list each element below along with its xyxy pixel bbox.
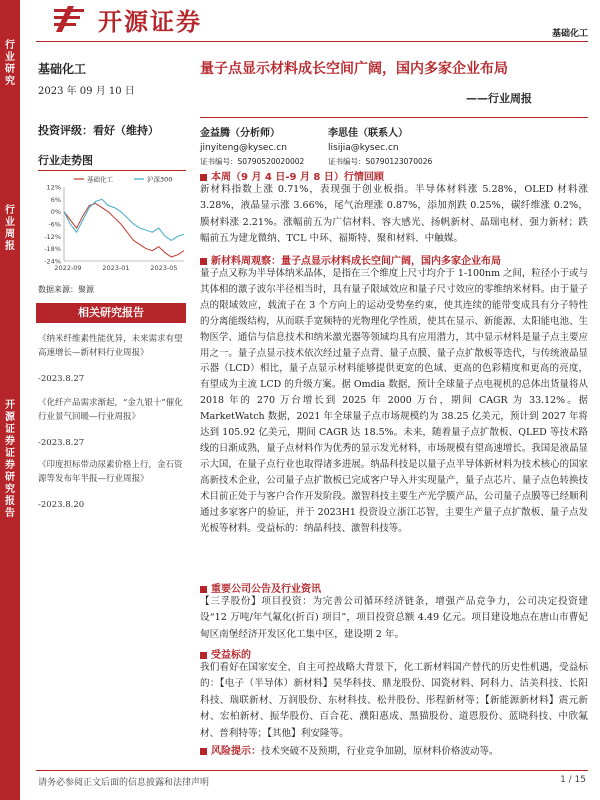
analyst-divider <box>200 117 588 118</box>
side-tag-industry-research: 行业研究 <box>5 40 15 87</box>
kaiyuan-logo-icon <box>52 6 92 32</box>
header-divider <box>36 41 588 42</box>
related-report-date: -2023.8.20 <box>38 500 85 510</box>
related-report-link[interactable]: 《印度担标带动尿素价格上行，金石资源等发布年半报—行业周报》 <box>38 460 183 484</box>
related-report-date: -2023.8.27 <box>38 438 85 448</box>
section-heading <box>200 646 251 661</box>
y-tick-label: -12% <box>44 232 61 241</box>
section-text: 新材料指数上涨 0.71%，表现强于创业板指。半导体材料涨 5.28%，OLED 材料涨 3.28%，液晶显示涨 3.66%，尾气治理涨 0.87%，添加剂跌 0.25%，碳纤维涨 0.2%，膜材料涨 2.21%。涨幅前五为广信材料、容大感光、扬帆新材、晶瑞电材、强力新材；跌幅前五为建龙微纳、TCL 中环、福斯特、聚和材料、中触媒。 <box>200 184 588 245</box>
y-tick-label: -6% <box>48 220 61 229</box>
related-report-date: -2023.8.27 <box>38 374 85 384</box>
section-title: 本周（9 月 4 日-9 月 8 日）行情回顾 <box>211 172 384 183</box>
analyst-block <box>328 124 432 167</box>
investment-rating: 投资评级：看好（维持） <box>38 124 159 137</box>
y-tick-label: -18% <box>44 245 61 254</box>
section-title: 新材料周观察：量子点显示材料成长空间广阔，国内多家企业布局 <box>211 256 501 267</box>
analyst-email[interactable]: jinyiteng@kysec.cn <box>200 143 287 153</box>
related-reports-header: 相关研究报告 <box>36 303 186 323</box>
report-date: 2023 年 09 月 10 日 <box>38 86 135 97</box>
risk-text: 技术突破不及预期，行业竞争加剧，原材料价格波动等。 <box>261 746 499 757</box>
bullet-icon <box>200 748 207 755</box>
footer-disclaimer[interactable]: 请务必参阅正文后面的信息披露和法律声明 <box>38 778 210 788</box>
bullet-icon <box>200 586 207 593</box>
bullet-icon <box>200 258 207 265</box>
report-subtitle: ——行业周报 <box>466 92 532 105</box>
y-tick-label: 0% <box>50 208 61 217</box>
legend-label: 基础化工 <box>87 175 113 184</box>
page-number: 1 / 15 <box>560 775 586 785</box>
x-tick-label: 2022-09 <box>54 264 82 272</box>
analyst-block <box>200 124 304 167</box>
series-line <box>64 199 184 240</box>
section-title: 受益标的 <box>211 650 251 661</box>
analyst-cert: 证书编号：S0790123070026 <box>328 157 433 166</box>
logo-text: 开源证券 <box>98 8 202 36</box>
section-heading <box>200 252 501 267</box>
x-tick-label: 2023-05 <box>150 264 178 272</box>
section-heading <box>200 168 384 183</box>
side-bar <box>0 0 20 800</box>
legend-label: 沪深300 <box>147 175 173 184</box>
series-line <box>64 203 184 257</box>
related-report-link[interactable]: 《化纤产品需求渐起，“金九银十”催化行业景气回暖—行业周报》 <box>38 398 183 422</box>
side-tag-brand: 开源证券 证券研究报告 <box>5 400 15 519</box>
bullet-icon <box>200 652 207 659</box>
related-report-link[interactable]: 《纳米纤维素性能优异，未来需求有望高速增长—新材料行业周报》 <box>38 334 183 358</box>
section-heading <box>200 742 499 757</box>
analyst-name: 李思佳（联系人） <box>328 128 408 139</box>
section-text: 【三孚股份】项目投资：为完善公司循环经济链条，增强产品竞争力，公司决定投资建设“12 万吨/年气氟化(折百) 项目”，项目投资总额 4.49 亿元。项目建设地点在唐山市曹妃甸区南堡经济开发区化工集中区，建设期 2 年。 <box>200 596 588 640</box>
trend-divider <box>38 170 186 171</box>
section-text: 量子点又称为半导体纳米晶体，是指在三个维度上尺寸均介于 1-100nm 之间，粒径小于或与其体相的激子波尔半径相当时，具有量子限域效应和量子尺寸效应的零维纳米材料。由于量子点的限域效应，载流子在 3 个方向上的运动受势垒约束，使其连续的能带变成具有分子特性的分离能级结构，从而联手宽频特的光物理化学性质，使其在显示、新能源、太阳能电池、生物医学、通信与信息技术和纳米激光器等领域均具有应用潜力，其中显示材料是量子点主要应用之一。量子点显示技术依次经过量子点背、量子点膜、量子点扩散板等迭代，与传统液晶显示器（LCD）相比，量子点显示材料能够提供更宽的色域、更高的色彩精度和更高的亮度，有望成为主流 LCD 的升级方案。据 Omdia 数据，预计全球量子点电视机的总体出货量将从 2018 年的 270 万台增长到 2025 年 2000 万台，期间 CAGR 为 33.12%。据 MarketWatch 数据，2021 年全球量子点市场规模约为 38.25 亿美元，预计到 2027 年将达到 105.92 亿美元，期间 CAGR 达 18.5%。未来，随着量子点扩散板、QLED 等技术路线的日渐成熟，量子点材料作为优秀的显示发光材料，市场规模有望高速增长。我国是液晶显示大国，在量子点行业也取得诸多进展。纳晶科技是以量子点半导体新材料为技术核心的国家高新技术企业，公司量子点扩散板已完成客户导入并实现量产，量子点芯片、量子点色转换技术目前正处于与客户合作开发阶段。激智科技主要生产光学膜产品，公司量子点膜等已经顺利通过多家客户的验证，并于 2023H1 投资设立浙江芯智，主要生产量子点扩散板、量子点发光板等材料。受益标的：纳晶科技、激智科技等。 <box>200 268 588 534</box>
analyst-email[interactable]: lisijia@kysec.cn <box>328 143 399 153</box>
report-title: 量子点显示材料成长空间广阔，国内多家企业布局 <box>200 61 508 77</box>
y-tick-label: 6% <box>50 195 61 204</box>
section-title: 风险提示： <box>211 746 261 757</box>
industry-name: 基础化工 <box>38 62 87 76</box>
industry-trend-chart <box>38 173 188 275</box>
y-tick-label: -24% <box>44 257 61 266</box>
analyst-name: 金益腾（分析师） <box>200 128 280 139</box>
bullet-icon <box>200 174 207 181</box>
section-text: 我们看好在国家安全、自主可控战略大背景下，化工新材料国产替代的历史性机遇，受益标的：【电子（半导体）新材料】昊华科技、鼎龙股份、国瓷材料、阿科力、洁美科技、长阳科技、瑞联新材、万润股份、东材科技、松井股份、彤程新材等；【新能源新材料】震元新材、宏柏新材、振华股份、百合花、濮阳惠成、黑猫股份、道恩股份、蓝晓科技、中欣氟材、普利特等；【其他】利安隆等。 <box>200 662 588 739</box>
x-tick-label: 2023-01 <box>102 264 130 272</box>
side-tag-weekly: 行业周报 <box>5 205 15 252</box>
y-tick-label: 12% <box>46 183 61 192</box>
header-category: 基础化工 <box>551 29 588 39</box>
trend-title: 行业走势图 <box>38 154 93 167</box>
data-source: 数据来源：聚源 <box>38 285 94 294</box>
analyst-cert: 证书编号：S0790520020002 <box>200 157 305 166</box>
section-heading <box>200 580 321 595</box>
footer-divider <box>36 770 588 771</box>
section-title: 重要公司公告及行业资讯 <box>211 584 321 595</box>
